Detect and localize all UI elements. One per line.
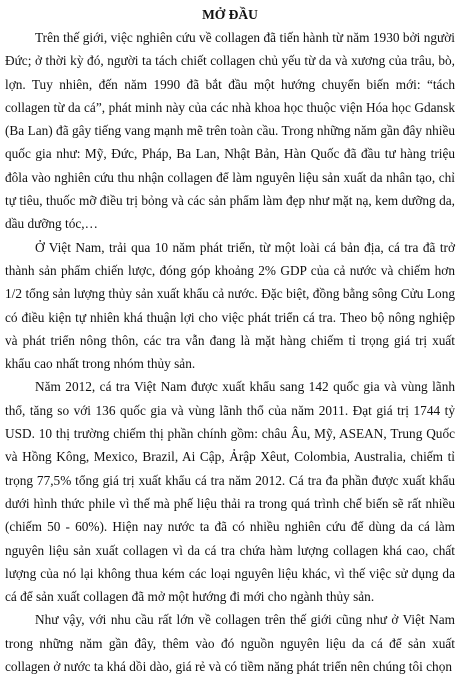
paragraph-4: Như vậy, với nhu cầu rất lớn về collagen trên thế giới cũng như ở Việt Nam trong những năm gần đây, thêm vào đó nguồn nguyên liệu da cá để sản xuất collagen ở nước ta khá dồi dào, giá rẻ và có tiềm năng phát triển nên chúng tôi chọn [5,612,455,675]
document-title: MỞ ĐẦU [202,7,258,22]
paragraph-2: Ở Việt Nam, trải qua 10 năm phát triển, từ một loài cá bản địa, cá tra đã trở thành sản phẩm chiến lược, đóng góp khoảng 2% GDP của cả nước và chiếm hơn 1/2 tổng sản lượng thủy sản xuất khẩu cả nước. Đặc biệt, đồng bằng sông Cửu Long có điều kiện tự nhiên khá thuận lợi cho việc phát triển cá tra. Theo bộ nông nghiệp và phát triển nông thôn, các tra vẫn đang là mặt hàng chiếm tỉ trọng giá trị xuất khẩu cao nhất trong nhóm thủy sản. [5,239,455,372]
paragraph-3: Năm 2012, cá tra Việt Nam được xuất khẩu sang 142 quốc gia và vùng lãnh thổ, tăng so với 136 quốc gia và vùng lãnh thổ của năm 2011. Đạt giá trị 1744 tỷ USD. 10 thị trường chiếm thị phần chính gồm: châu Âu, Mỹ, ASEAN, Trung Quốc và Hồng Kông, Mexico, Brazil, Ai Cập, Ảrập Xêut, Colombia, Australia, chiếm tỉ trọng 77,5% tổng giá trị xuất khẩu cá tra năm 2012. Cá tra đa phần được xuất khẩu dưới hình thức phile vì thế mà phế liệu thải ra trong quá trình chế biến sẽ rất nhiều (chiếm 50 - 60%). Hiện nay nước ta đã có nhiều nghiên cứu để dùng da cá làm nguyên liệu sản xuất collagen vì da cá tra chứa hàm lượng collagen khá cao, chất lượng của nó lại không thua kém các loại nguyên liệu khác, vì thế việc sử dụng da cá để sản xuất collagen đã mở một hướng đi mới cho ngành thủy sản. [5,379,455,605]
paragraph-1: Trên thế giới, việc nghiên cứu về collagen đã tiến hành từ năm 1930 bởi người Đức; ở thời kỳ đó, người ta tách chiết collagen chủ yếu từ da và xương của trâu, bò, lợn. Tuy nhiên, đến năm 1990 đã bắt đầu một hướng chuyển biến mới: “tách collagen từ da cá”, phát minh này của các nhà khoa học thuộc viện Hóa học Gdansk (Ba Lan) đã gây tiếng vang mạnh mẽ trên toàn cầu. Trong những năm gần đây nhiều quốc gia như: Mỹ, Đức, Pháp, Ba Lan, Nhật Bản, Hàn Quốc đã đầu tư hàng triệu đôla vào nghiên cứu thu nhận collagen để làm nguyên liệu sản xuất da nhân tạo, chỉ tự tiêu, thuốc mỡ điều trị bỏng và các sản phẩm làm đẹp như mặt nạ, kem dưỡng da, dầu dưỡng tóc,… [5,30,455,232]
